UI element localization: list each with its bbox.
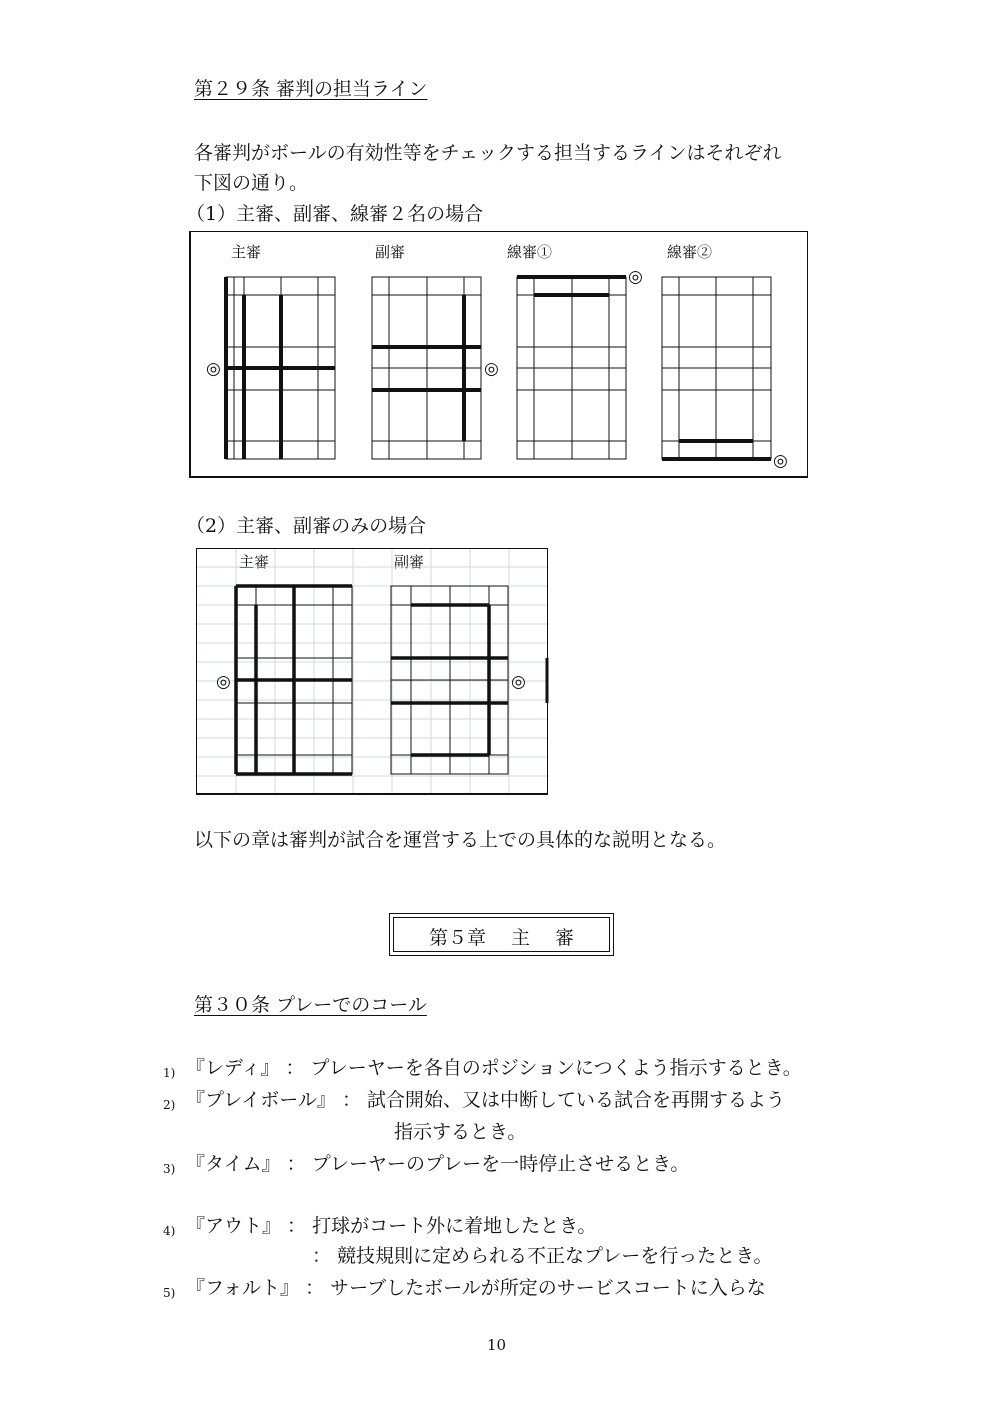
- article-29-paragraph-line-2: 下図の通り。: [194, 172, 309, 194]
- item-2-text: 『プレイボール』 ： 試合開始、又は中断している試合を再開するよう: [186, 1089, 785, 1111]
- figure-2-label-sub-umpire: 副審: [394, 553, 425, 571]
- figure-1-marker-chief-umpire: ◎: [206, 359, 221, 379]
- figure-1-marker-line-judge-1: ◎: [628, 267, 643, 287]
- article-30-heading: 第３０条 プレーでのコール: [194, 994, 427, 1016]
- item-2-continuation: 指示するとき。: [394, 1121, 527, 1143]
- figure-2-marker-sub-umpire: ◎: [511, 672, 526, 692]
- item-4-continuation: ： 競技規則に定められる不正なプレーを行ったとき。: [312, 1245, 773, 1267]
- item-5-number: 5): [163, 1286, 176, 1300]
- item-4-number: 4): [163, 1224, 176, 1238]
- item-2-number: 2): [163, 1098, 176, 1112]
- figure-1-marker-sub-umpire: ◎: [484, 359, 499, 379]
- item-1-number: 1): [163, 1066, 176, 1080]
- figure-1-label-line-judge-1: 線審①: [507, 243, 553, 261]
- article-29-heading: 第２９条 審判の担当ライン: [194, 78, 428, 100]
- item-1-text: 『レディ』 ： プレーヤーを各自のポジションにつくよう指示するとき。: [186, 1057, 802, 1079]
- chapter-5-box: [389, 913, 614, 956]
- figure-1-label-line-judge-2: 線審②: [667, 243, 713, 261]
- case-2-label: （2）主審、副審のみの場合: [186, 515, 427, 537]
- figure-1-label-sub-umpire: 副審: [375, 243, 406, 261]
- chapter-5-title: 第５章 主 審: [428, 927, 575, 949]
- article-29-paragraph-line-1: 各審判がボールの有効性等をチェックする担当するラインはそれぞれ: [194, 142, 782, 164]
- page-number: 10: [487, 1336, 507, 1354]
- court-2-chief-umpire: [236, 586, 352, 774]
- item-3-number: 3): [163, 1162, 176, 1176]
- intro-line: 以下の章は審判が試合を運営する上での具体的な説明となる。: [194, 829, 727, 851]
- court-2-sub-umpire: [391, 586, 508, 774]
- figure-2-marker-chief-umpire: ◎: [216, 672, 231, 692]
- figure-1-label-chief-umpire: 主審: [231, 243, 262, 261]
- item-3-text: 『タイム』 ： プレーヤーのプレーを一時停止させるとき。: [186, 1153, 690, 1175]
- figure-1-marker-line-judge-2: ◎: [773, 451, 788, 471]
- item-4-text: 『アウト』 ： 打球がコート外に着地したとき。: [186, 1215, 597, 1237]
- figure-2-label-chief-umpire: 主審: [239, 553, 270, 571]
- item-5-text: 『フォルト』 ： サーブしたボールが所定のサービスコートに入らな: [186, 1277, 766, 1299]
- case-1-label: （1）主審、副審、線審２名の場合: [186, 203, 484, 225]
